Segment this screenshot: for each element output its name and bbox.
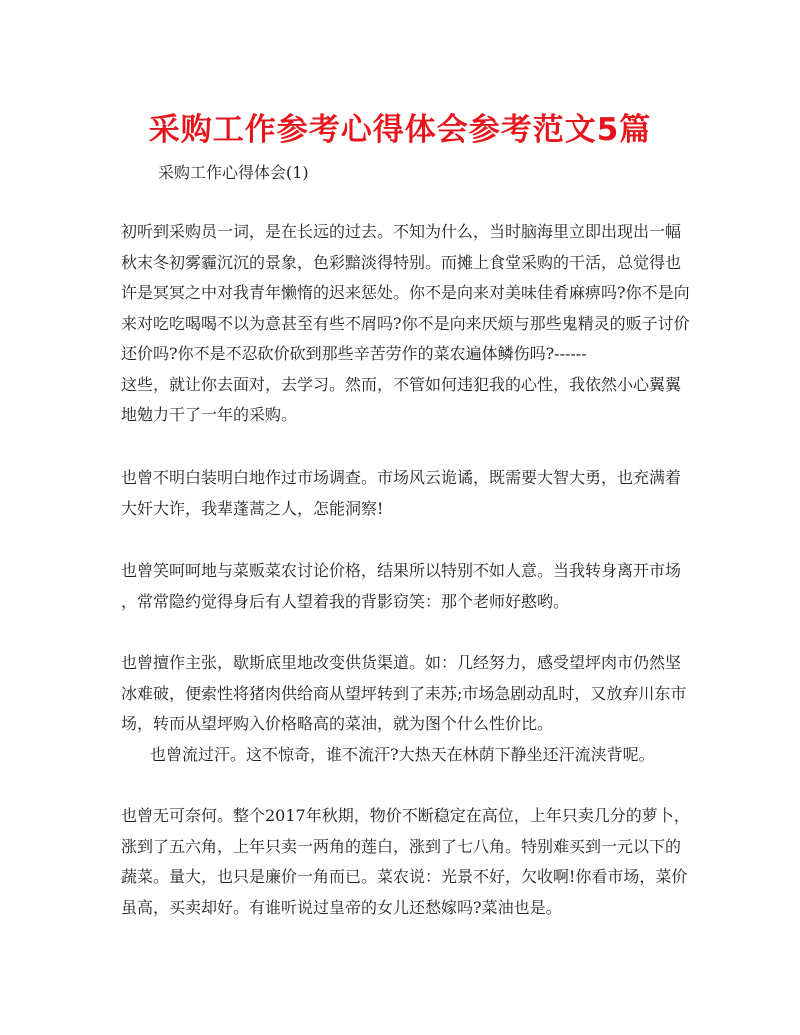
text-line: 秋末冬初雾霾沉沉的景象，色彩黯淡得特别。而摊上食堂采购的干活，总觉得也 bbox=[121, 252, 682, 272]
text-line: 初听到采购员一词，是在长远的过去。不知为什么，当时脑海里立即出现出一幅 bbox=[121, 222, 682, 241]
text-line: 还价吗?你不是不忍砍价砍到那些辛苦劳作的菜农遍体鳞伤吗?------ bbox=[121, 344, 587, 363]
text-line: 虽高，买卖却好。有谁听说过皇帝的女儿还愁嫁吗?菜油也是。 bbox=[121, 897, 562, 917]
paragraph-4 bbox=[121, 648, 687, 740]
text-line: 地勉力干了一年的采购。 bbox=[121, 405, 298, 424]
text-line: 这些，就让你去面对，去学习。然而，不管如何违犯我的心性，我依然小心翼翼 bbox=[121, 374, 682, 394]
text-line: 也曾不明白装明白地作过市场调查。市场风云诡谲，既需要大智大勇，也充满着 bbox=[121, 468, 682, 487]
text-line: 也曾流过汗。这不惊奇，谁不流汗?大热天在林荫下静坐还汗流浃背呢。 bbox=[150, 745, 655, 764]
page-title: 采购工作参考心得体会参考范文5篇 bbox=[148, 112, 652, 148]
text-line: 涨到了五六角，上年只卖一两角的莲白，涨到了七八角。特别难买到一元以下的 bbox=[121, 836, 682, 856]
text-line: 来对吃吃喝喝不以为意甚至有些不屑吗?你不是向来厌烦与那些鬼精灵的贩子讨价 bbox=[121, 313, 690, 333]
paragraph-1 bbox=[121, 217, 690, 431]
text-line: 蔬菜。量大，也只是廉价一角而已。菜农说：光景不好，欠收啊!你看市场，菜价 bbox=[121, 867, 688, 886]
paragraph-6 bbox=[121, 801, 690, 923]
paragraph-5 bbox=[150, 740, 690, 771]
text-line: 也曾无可奈何。整个2017年秋期，物价不断稳定在高位，上年只卖几分的萝卜， bbox=[121, 806, 690, 825]
text-line: 冰难破，便索性将猪肉供给商从望坪转到了耒苏;市场急剧动乱时，又放弃川东市 bbox=[121, 683, 687, 703]
paragraph-2 bbox=[121, 463, 687, 524]
paragraph-3 bbox=[121, 556, 687, 617]
text-line: ，常常隐约觉得身后有人望着我的背影窃笑：那个老师好憨哟。 bbox=[121, 591, 570, 611]
text-line: 也曾擅作主张，歇斯底里地改变供货渠道。如：几经努力，感受望坪肉市仍然坚 bbox=[121, 653, 682, 672]
text-line: 大奸大诈，我辈蓬蒿之人，怎能洞察! bbox=[121, 498, 384, 518]
text-line: 场，转而从望坪购入价格略高的菜油，就为图个什么性价比。 bbox=[121, 714, 554, 733]
text-line: 也曾笑呵呵地与菜贩菜农讨论价格，结果所以特别不如人意。当我转身离开市场 bbox=[121, 561, 682, 580]
section-subtitle: 采购工作心得体会(1) bbox=[158, 163, 309, 182]
text-line: 许是冥冥之中对我青年懒惰的迟来惩处。你不是向来对美味佳肴麻痹吗?你不是向 bbox=[121, 283, 690, 302]
